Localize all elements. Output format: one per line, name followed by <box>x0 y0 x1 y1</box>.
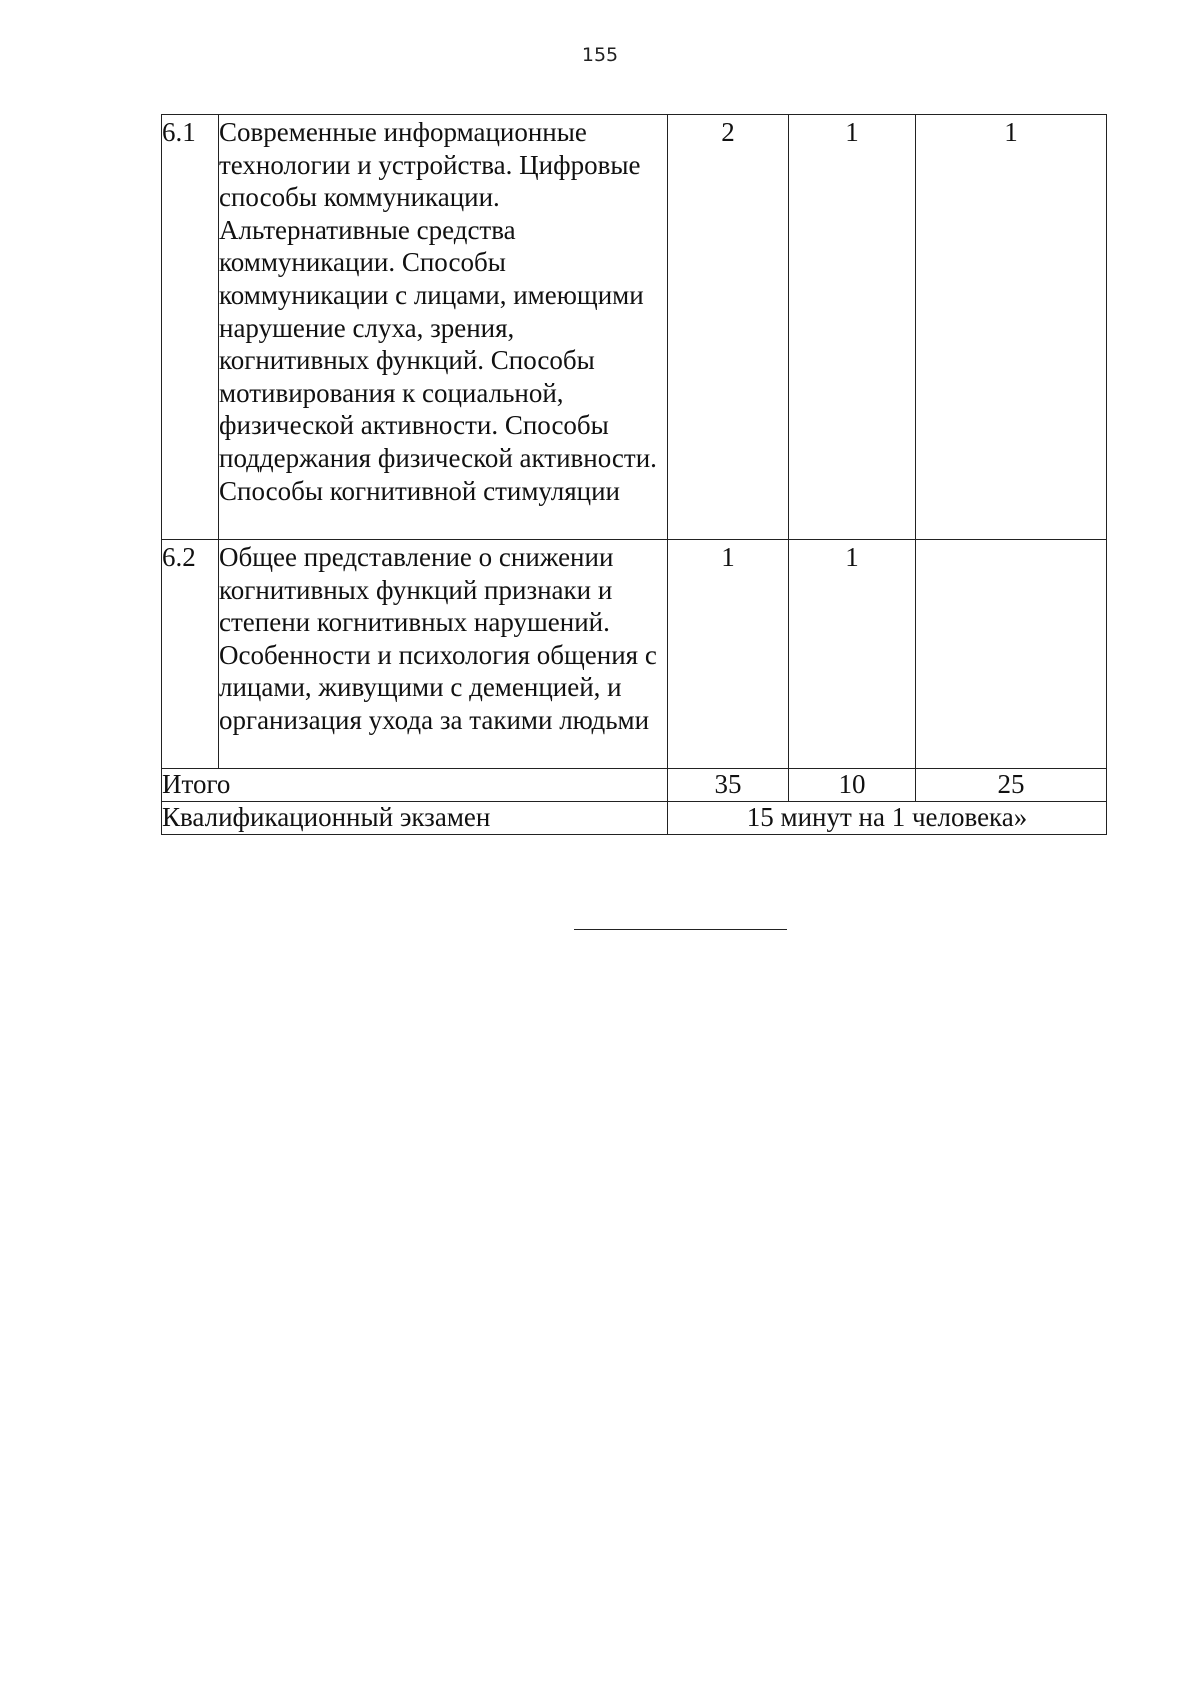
page-number: 155 <box>581 44 619 66</box>
exam-duration-cell: 15 минут на 1 человека» <box>668 802 1107 835</box>
table-row <box>162 540 1107 769</box>
topic-cell: Современные информационные технологии и устройства. Цифровые способы коммуникации. Альтернативные средства коммуникации. Способы коммуникации с лицами, имеющими нарушение слуха, зрения, когнитивных функций. Способы мотивирования к социальной, физической активности. Способы поддержания физической активности. Способы когнитивной стимуляции <box>219 115 668 540</box>
hours-total-cell: 2 <box>668 115 789 540</box>
exam-label: Квалификационный экзамен <box>162 802 668 835</box>
end-of-document-rule <box>574 929 787 930</box>
hours-lecture-cell: 1 <box>789 115 916 540</box>
total-practice-cell: 25 <box>916 769 1107 802</box>
total-lecture-cell: 10 <box>789 769 916 802</box>
row-number: 6.1 <box>162 115 219 540</box>
hours-lecture-cell: 1 <box>789 540 916 769</box>
curriculum-table <box>161 114 1107 835</box>
table-row <box>162 115 1107 540</box>
total-label: Итого <box>162 769 668 802</box>
total-hours-cell: 35 <box>668 769 789 802</box>
topic-cell: Общее представление о снижении когнитивных функций признаки и степени когнитивных нарушений. Особенности и психология общения с лицами, живущими с деменцией, и организация ухода за такими людьми <box>219 540 668 769</box>
hours-practice-cell <box>916 540 1107 769</box>
hours-practice-cell: 1 <box>916 115 1107 540</box>
row-number: 6.2 <box>162 540 219 769</box>
exam-row <box>162 802 1107 835</box>
hours-total-cell: 1 <box>668 540 789 769</box>
total-row <box>162 769 1107 802</box>
